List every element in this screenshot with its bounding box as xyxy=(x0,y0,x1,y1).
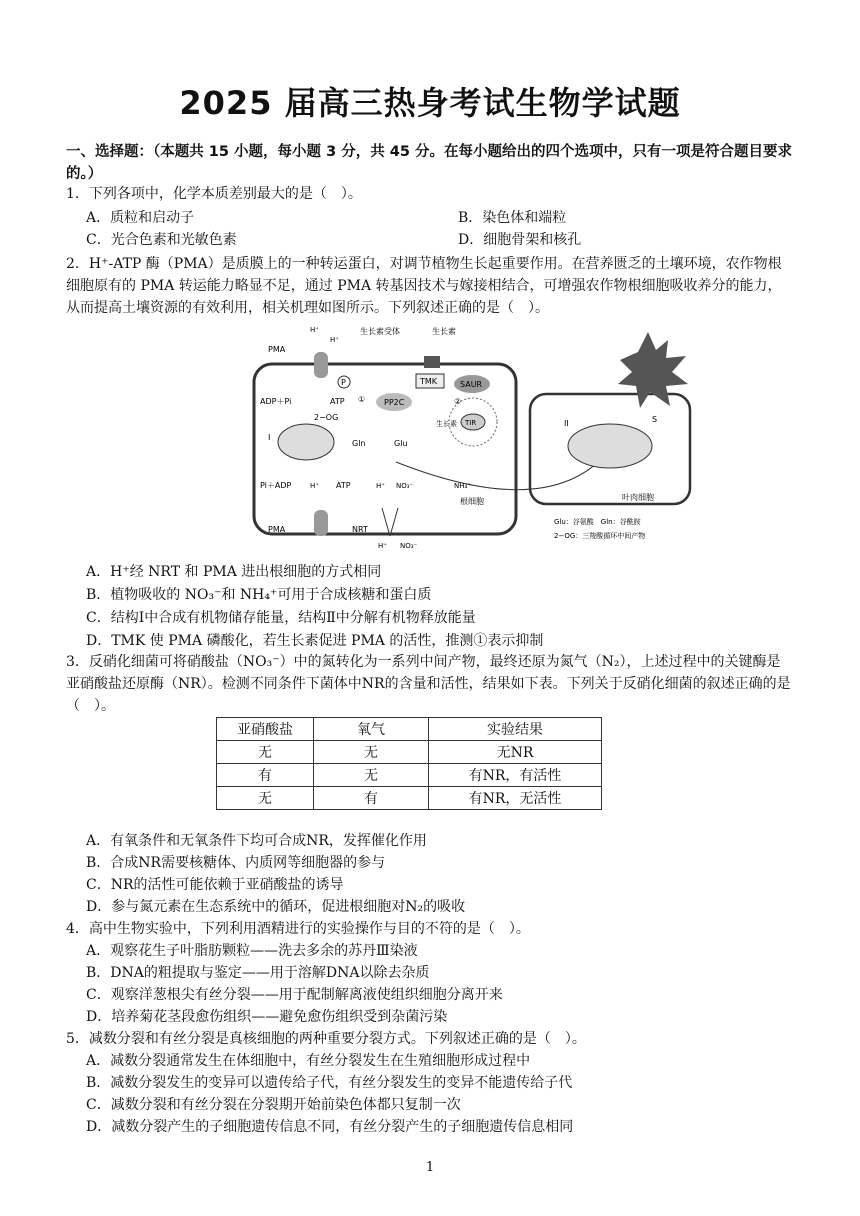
chloroplast-icon xyxy=(568,424,652,468)
q5-option-d: D．减数分裂产生的子细胞遗传信息不同，有丝分裂产生的子细胞遗传信息相同 xyxy=(86,1119,574,1135)
q5-option-b: B．减数分裂发生的变异可以遗传给子代，有丝分裂发生的变异不能遗传给子代 xyxy=(86,1075,573,1091)
table-header: 氧气 xyxy=(314,718,429,741)
q3-option-b: B．合成NR需要核糖体、内质网等细胞器的参与 xyxy=(86,855,386,871)
svg-text:根细胞: 根细胞 xyxy=(460,497,484,506)
svg-text:Gln: Gln xyxy=(352,439,366,448)
pma-top-icon xyxy=(314,352,328,378)
svg-text:TIR: TIR xyxy=(465,419,477,427)
q1-option-a: A．质粒和启动子 xyxy=(86,210,195,226)
svg-text:②: ② xyxy=(454,397,462,406)
svg-text:ATP: ATP xyxy=(336,481,351,490)
q2-option-d: D．TMK 使 PMA 磷酸化，若生长素促进 PMA 的活性，推测①表示抑制 xyxy=(86,633,544,649)
page-title: 2025 届高三热身考试生物学试题 xyxy=(179,84,681,122)
svg-text:NO₃⁻: NO₃⁻ xyxy=(396,482,414,490)
table-cell: 有 xyxy=(217,764,314,787)
q5-option-a: A．减数分裂通常发生在体细胞中，有丝分裂发生在生殖细胞形成过程中 xyxy=(86,1053,531,1069)
svg-text:生长素: 生长素 xyxy=(432,327,456,336)
svg-text:Glu: Glu xyxy=(394,439,408,448)
table-row xyxy=(217,764,602,787)
q2-option-c: C．结构Ⅰ中合成有机物储存能量，结构Ⅱ中分解有机物释放能量 xyxy=(86,610,476,626)
table-row xyxy=(217,741,602,764)
svg-text:生长素: 生长素 xyxy=(436,420,457,428)
mitochondrion-icon xyxy=(278,424,334,460)
svg-text:P: P xyxy=(341,378,346,387)
q5-stem: 5．减数分裂和有丝分裂是真核细胞的两种重要分裂方式。下列叙述正确的是（ ）。 xyxy=(66,1031,586,1047)
svg-text:H⁺: H⁺ xyxy=(376,482,385,490)
q4-option-c: C．观察洋葱根尖有丝分裂——用于配制解离液使组织细胞分离开来 xyxy=(86,987,503,1003)
svg-text:叶肉细胞: 叶肉细胞 xyxy=(622,493,654,502)
q4-option-d: D．培养菊花茎段愈伤组织——避免愈伤组织受到杂菌污染 xyxy=(86,1009,448,1025)
svg-text:PMA: PMA xyxy=(268,345,286,354)
section-heading: 一、选择题：（本题共 15 小题，每小题 3 分，共 45 分。在每小题给出的四个选项中，只有一项是符合题目要求的。） xyxy=(66,144,792,182)
table-header: 实验结果 xyxy=(429,718,602,741)
svg-text:2−OG: 2−OG xyxy=(314,413,339,422)
q2-stem: 2．H⁺-ATP 酶（PMA）是质膜上的一种转运蛋白，对调节植物生长起重要作用。在营养匮乏的土壤环境，农作物根细胞原有的 PMA 转运能力略显不足，通过 PMA 转基因技术与嫁接相结合，可增强农作物根细胞吸收养分的能力，从而提高土壤资源的有效利用，相关机理如图所示。下列叙述正确的是（ ）。 xyxy=(66,256,782,316)
svg-text:H⁺: H⁺ xyxy=(310,482,319,490)
table-cell: 无 xyxy=(314,764,429,787)
q1-option-b: B．染色体和端粒 xyxy=(458,210,567,226)
svg-text:S: S xyxy=(652,415,658,424)
svg-text:PMA: PMA xyxy=(268,525,286,534)
table-cell: 有 xyxy=(314,787,429,810)
svg-text:NH₄⁺: NH₄⁺ xyxy=(454,482,472,490)
table-cell: 无NR xyxy=(429,741,602,764)
table-cell: 有NR，无活性 xyxy=(429,787,602,810)
svg-text:H⁺: H⁺ xyxy=(378,542,387,550)
q3-stem: 3．反硝化细菌可将硝酸盐（NO₃⁻）中的氮转化为一系列中间产物，最终还原为氮气（N₂），上述过程中的关键酶是亚硝酸盐还原酶（NR）。检测不同条件下菌体中NR的含量和活性，结果如下表。下列关于反硝化细菌的叙述正确的是（ ）。 xyxy=(66,654,791,714)
svg-text:TMK: TMK xyxy=(420,377,438,386)
q5-option-c: C．减数分裂和有丝分裂在分裂期开始前染色体都只复制一次 xyxy=(86,1097,461,1113)
table-row xyxy=(217,787,602,810)
q4-option-a: A．观察花生子叶脂肪颗粒——洗去多余的苏丹Ⅲ染液 xyxy=(86,943,418,959)
nrt-icon xyxy=(382,508,398,536)
table-cell: 无 xyxy=(217,741,314,764)
svg-text:PP2C: PP2C xyxy=(384,398,405,407)
q3-option-c: C．NR的活性可能依赖于亚硝酸盐的诱导 xyxy=(86,877,344,893)
pma-bottom-icon xyxy=(314,510,328,536)
svg-text:①: ① xyxy=(358,395,366,404)
q2-option-a: A．H⁺经 NRT 和 PMA 进出根细胞的方式相同 xyxy=(86,564,382,580)
q3-option-a: A．有氧条件和无氧条件下均可合成NR，发挥催化作用 xyxy=(86,833,427,849)
svg-text:NO₃⁻: NO₃⁻ xyxy=(400,542,418,550)
svg-text:Glu：谷氨酸 Gln：谷酰胺: Glu：谷氨酸 Gln：谷酰胺 xyxy=(554,518,641,526)
svg-text:2−OG：三羧酸循环中间产物: 2−OG：三羧酸循环中间产物 xyxy=(554,532,646,540)
svg-text:Pi＋ADP: Pi＋ADP xyxy=(260,481,292,490)
svg-text:I: I xyxy=(268,433,271,442)
q2-mechanism-figure xyxy=(248,322,698,554)
table-header: 亚硝酸盐 xyxy=(217,718,314,741)
svg-text:II: II xyxy=(564,419,569,428)
q1-option-d: D．细胞骨架和核孔 xyxy=(458,232,582,248)
svg-text:生长素受体: 生长素受体 xyxy=(360,327,400,336)
svg-text:ADP＋Pi: ADP＋Pi xyxy=(260,397,292,406)
q4-stem: 4．高中生物实验中，下列利用酒精进行的实验操作与目的不符的是（ ）。 xyxy=(66,921,530,937)
svg-text:NRT: NRT xyxy=(352,525,368,534)
table-header-row xyxy=(217,718,602,741)
svg-text:ATP: ATP xyxy=(330,397,345,406)
table-cell: 无 xyxy=(217,787,314,810)
q2-option-b: B．植物吸收的 NO₃⁻和 NH₄⁺可用于合成核糖和蛋白质 xyxy=(86,587,432,603)
q1-stem: 1．下列各项中，化学本质差别最大的是（ ）。 xyxy=(66,186,362,202)
svg-text:SAUR: SAUR xyxy=(460,380,483,389)
table-cell: 有NR，有活性 xyxy=(429,764,602,787)
q3-results-table xyxy=(216,717,602,810)
q1-option-c: C．光合色素和光敏色素 xyxy=(86,232,237,248)
svg-text:H⁺: H⁺ xyxy=(310,326,319,334)
q3-option-d: D．参与氮元素在生态系统中的循环，促进根细胞对N₂的吸收 xyxy=(86,899,466,915)
leaf-icon xyxy=(618,332,688,408)
svg-text:H⁺: H⁺ xyxy=(330,336,339,344)
page-number: 1 xyxy=(425,1160,435,1175)
table-cell: 无 xyxy=(314,741,429,764)
auxin-receptor-icon xyxy=(424,356,440,368)
q4-option-b: B．DNA的粗提取与鉴定——用于溶解DNA以除去杂质 xyxy=(86,965,430,981)
